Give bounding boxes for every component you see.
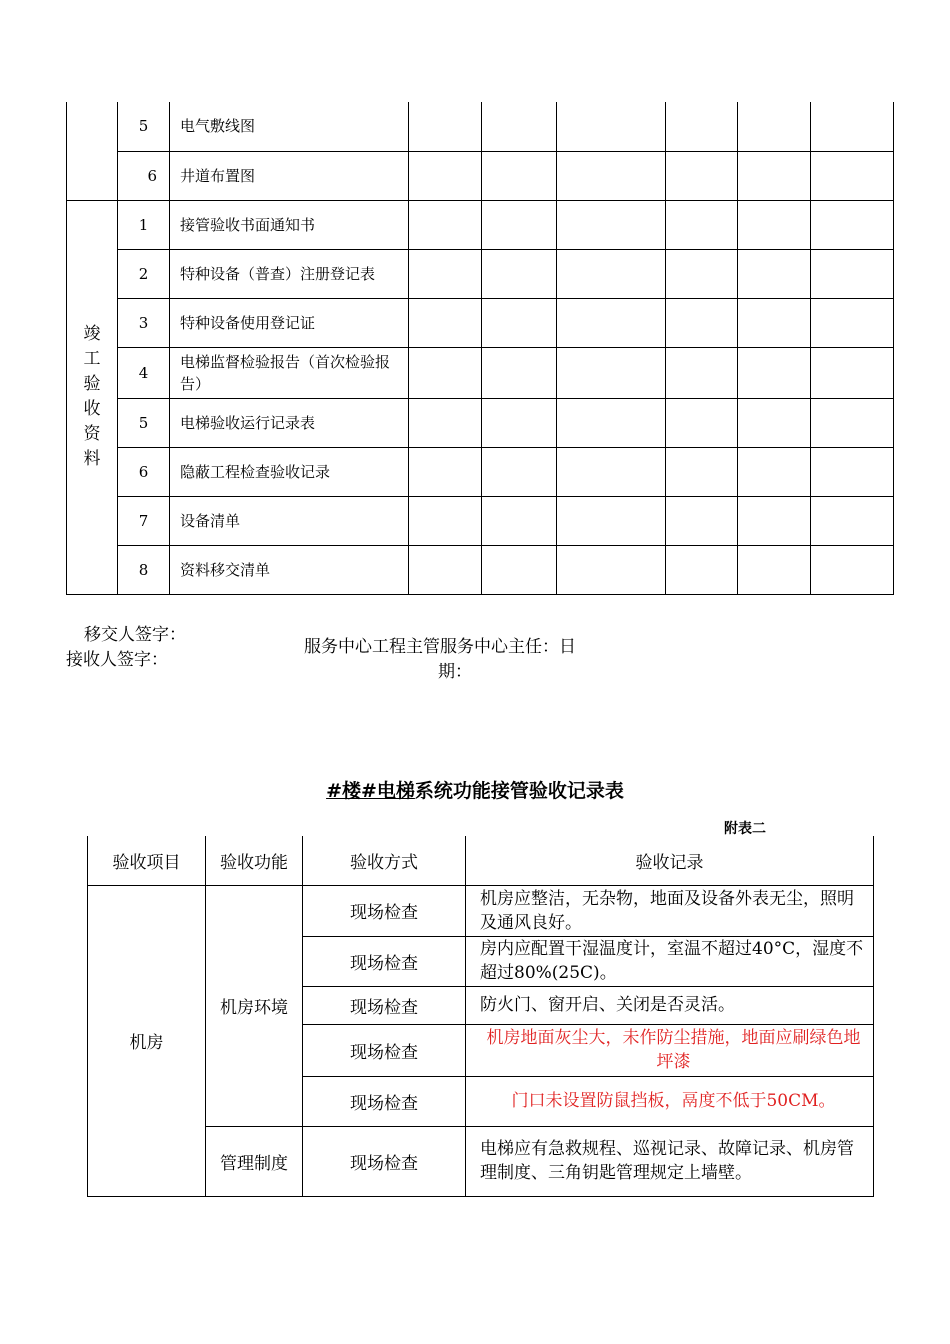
table-row — [67, 398, 894, 447]
record-cell: 房内应配置干湿温度计，室温不超过40°C，湿度不超过80%(25C)。 — [466, 936, 874, 986]
table-row — [88, 1126, 874, 1196]
table-row — [67, 298, 894, 347]
empty-cell — [557, 298, 666, 347]
empty-cell — [482, 200, 557, 249]
manager-signature-label: 服务中心工程主管服务中心主任：日 — [304, 637, 576, 657]
table-row — [67, 200, 894, 249]
acceptance-record-table — [87, 836, 874, 1197]
table-row — [67, 249, 894, 298]
empty-cell — [482, 545, 557, 594]
category-char: 料 — [83, 449, 101, 469]
method-cell: 现场检查 — [303, 1076, 466, 1126]
empty-cell — [482, 447, 557, 496]
table-row — [88, 885, 874, 936]
empty-cell — [811, 249, 894, 298]
row-number: 4 — [118, 347, 170, 398]
category-char: 收 — [83, 399, 101, 419]
empty-cell — [738, 298, 811, 347]
record-cell: 机房应整洁，无杂物，地面及设备外表无尘，照明及通风良好。 — [466, 885, 874, 936]
empty-cell — [738, 200, 811, 249]
empty-cell — [409, 298, 482, 347]
header-record: 验收记录 — [466, 836, 874, 885]
date-label: 期： — [438, 662, 472, 682]
record-cell-issue: 门口未设置防鼠挡板，鬲度不低于50CM。 — [466, 1076, 874, 1126]
row-number: 7 — [118, 496, 170, 545]
category-char: 验 — [83, 374, 101, 394]
receiver-signature-label: 接收人签字： — [66, 650, 168, 670]
document-name: 特种设备（普查）注册登记表 — [170, 249, 409, 298]
header-function: 验收功能 — [206, 836, 303, 885]
empty-cell — [409, 102, 482, 151]
empty-cell — [738, 545, 811, 594]
table-row — [67, 347, 894, 398]
handover-document-table — [66, 102, 894, 595]
empty-cell — [738, 496, 811, 545]
empty-cell — [666, 447, 738, 496]
empty-cell — [557, 398, 666, 447]
category-char: 资 — [83, 424, 101, 444]
empty-cell — [666, 151, 738, 200]
document-name: 井道布置图 — [170, 151, 409, 200]
empty-cell — [811, 447, 894, 496]
header-item: 验收项目 — [88, 836, 206, 885]
method-cell: 现场检查 — [303, 885, 466, 936]
function-room-environment: 机房环境 — [206, 885, 303, 1126]
empty-cell — [666, 398, 738, 447]
table-row — [67, 102, 894, 151]
document-name: 电梯监督检验报告（首次检验报告） — [170, 347, 409, 398]
document-name: 特种设备使用登记证 — [170, 298, 409, 347]
row-number: 3 — [118, 298, 170, 347]
table-row — [67, 545, 894, 594]
title-building-elevator: #楼#电梯 — [326, 780, 415, 802]
header-method: 验收方式 — [303, 836, 466, 885]
empty-cell — [738, 151, 811, 200]
document-name: 隐蔽工程检查验收记录 — [170, 447, 409, 496]
empty-cell — [738, 347, 811, 398]
row-number: 5 — [118, 102, 170, 151]
document-name: 电气敷线图 — [170, 102, 409, 151]
table-row — [67, 496, 894, 545]
empty-cell — [811, 347, 894, 398]
empty-cell — [666, 545, 738, 594]
empty-cell — [482, 249, 557, 298]
empty-cell — [409, 249, 482, 298]
empty-cell — [409, 347, 482, 398]
record-cell: 防火门、窗开启、关闭是否灵活。 — [466, 986, 874, 1024]
empty-cell — [557, 447, 666, 496]
row-number: 1 — [118, 200, 170, 249]
category-char: 竣 — [83, 324, 101, 344]
empty-cell — [738, 447, 811, 496]
empty-cell — [666, 496, 738, 545]
empty-cell — [409, 151, 482, 200]
empty-cell — [557, 200, 666, 249]
empty-cell — [409, 545, 482, 594]
category-cell-completion — [67, 200, 118, 594]
method-cell: 现场检查 — [303, 1024, 466, 1076]
empty-cell — [482, 398, 557, 447]
empty-cell — [738, 398, 811, 447]
row-number: 6 — [118, 447, 170, 496]
empty-cell — [409, 496, 482, 545]
empty-cell — [557, 347, 666, 398]
category-char: 工 — [83, 349, 101, 369]
empty-cell — [482, 496, 557, 545]
record-cell-issue: 机房地面灰尘大，未作防尘措施，地面应刷绿色地坪漆 — [466, 1024, 874, 1076]
appendix-label: 附表二 — [724, 821, 766, 837]
title-text: 系统功能接管验收记录表 — [414, 780, 624, 802]
document-name: 电梯验收运行记录表 — [170, 398, 409, 447]
empty-cell — [811, 102, 894, 151]
empty-cell — [557, 102, 666, 151]
empty-cell — [811, 298, 894, 347]
document-name: 资料移交清单 — [170, 545, 409, 594]
empty-cell — [557, 545, 666, 594]
method-cell: 现场检查 — [303, 936, 466, 986]
empty-cell — [666, 249, 738, 298]
empty-cell — [811, 398, 894, 447]
empty-cell — [482, 298, 557, 347]
method-cell: 现场检查 — [303, 1126, 466, 1196]
empty-cell — [409, 200, 482, 249]
table-row — [67, 151, 894, 200]
document-name: 设备清单 — [170, 496, 409, 545]
item-machine-room: 机房 — [88, 885, 206, 1196]
empty-cell — [482, 102, 557, 151]
empty-cell — [409, 398, 482, 447]
record-cell: 电梯应有急救规程、巡视记录、故障记录、机房管理制度、三角钥匙管理规定上墙壁。 — [466, 1126, 874, 1196]
row-number: 5 — [118, 398, 170, 447]
empty-cell — [557, 496, 666, 545]
empty-cell — [738, 102, 811, 151]
row-number: 6 — [118, 151, 170, 200]
empty-cell — [738, 249, 811, 298]
empty-cell — [811, 545, 894, 594]
method-cell: 现场检查 — [303, 986, 466, 1024]
empty-cell — [557, 249, 666, 298]
table-row — [67, 447, 894, 496]
row-number: 2 — [118, 249, 170, 298]
category-cell-drawings — [67, 102, 118, 200]
category-label — [84, 322, 101, 472]
row-number: 8 — [118, 545, 170, 594]
empty-cell — [666, 298, 738, 347]
empty-cell — [811, 151, 894, 200]
empty-cell — [811, 200, 894, 249]
empty-cell — [666, 102, 738, 151]
page-title — [0, 776, 950, 803]
empty-cell — [557, 151, 666, 200]
empty-cell — [666, 347, 738, 398]
function-management-rules: 管理制度 — [206, 1126, 303, 1196]
table-header-row — [88, 836, 874, 885]
empty-cell — [666, 200, 738, 249]
empty-cell — [409, 447, 482, 496]
handover-signature-label: 移交人签字： — [84, 625, 186, 645]
empty-cell — [811, 496, 894, 545]
document-name: 接管验收书面通知书 — [170, 200, 409, 249]
empty-cell — [482, 347, 557, 398]
empty-cell — [482, 151, 557, 200]
